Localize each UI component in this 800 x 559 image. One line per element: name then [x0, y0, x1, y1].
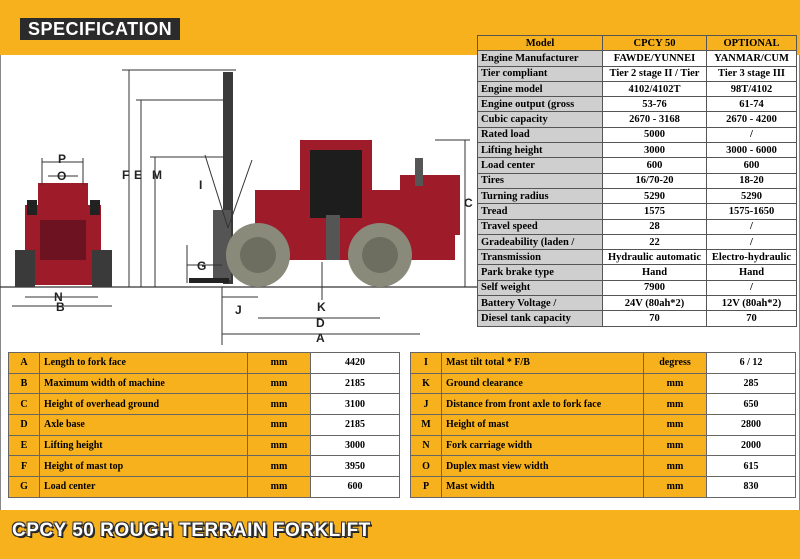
spec-cell: FAWDE/YUNNEI	[603, 51, 707, 66]
dimension-letter: B	[9, 373, 40, 394]
spec-cell: Gradeability (laden /	[478, 234, 603, 249]
spec-cell: Park brake type	[478, 265, 603, 280]
dimension-row	[9, 373, 400, 394]
dimension-value: 830	[707, 477, 796, 498]
spec-cell: CPCY 50	[603, 36, 707, 51]
spec-cell: Hand	[603, 265, 707, 280]
spec-cell: Tier compliant	[478, 66, 603, 81]
dimension-row	[9, 477, 400, 498]
spec-cell: Lifting height	[478, 143, 603, 158]
dimension-value: 600	[311, 477, 400, 498]
dim-label-j: J	[235, 303, 242, 317]
dim-label-b: B	[56, 300, 65, 314]
spec-cell: Engine Manufacturer	[478, 51, 603, 66]
spec-cell: /	[707, 234, 797, 249]
spec-cell: 5000	[603, 127, 707, 142]
dimension-name: Load center	[40, 477, 248, 498]
spec-cell: 18-20	[707, 173, 797, 188]
dimension-row	[411, 353, 796, 374]
spec-cell: Travel speed	[478, 219, 603, 234]
spec-cell: 24V (80ah*2)	[603, 296, 707, 311]
spec-cell: Engine model	[478, 81, 603, 96]
spec-row	[478, 311, 797, 326]
dimension-letter: D	[9, 415, 40, 436]
spec-row	[478, 188, 797, 203]
dim-label-d: D	[316, 316, 325, 330]
dimension-letter: M	[411, 415, 442, 436]
dimension-letter: G	[9, 477, 40, 498]
dimension-row	[9, 415, 400, 436]
dimension-row	[411, 435, 796, 456]
spec-cell: 22	[603, 234, 707, 249]
spec-cell: Load center	[478, 158, 603, 173]
dimension-value: 2000	[707, 435, 796, 456]
spec-cell: 3000 - 6000	[707, 143, 797, 158]
dimension-name: Height of mast top	[40, 456, 248, 477]
spec-cell: OPTIONAL	[707, 36, 797, 51]
dim-label-m: M	[152, 168, 162, 182]
front-view-forklift	[15, 183, 112, 287]
spec-row	[478, 81, 797, 96]
spec-cell: Tread	[478, 204, 603, 219]
dimension-unit: mm	[644, 456, 707, 477]
dimension-letter: F	[9, 456, 40, 477]
dimension-value: 285	[707, 373, 796, 394]
dimension-name: Fork carriage width	[442, 435, 644, 456]
dimension-value: 3950	[311, 456, 400, 477]
dimension-value: 3000	[311, 435, 400, 456]
dim-label-i: I	[199, 178, 203, 192]
dimension-letter: E	[9, 435, 40, 456]
spec-row	[478, 204, 797, 219]
spec-cell: 3000	[603, 143, 707, 158]
dimension-unit: mm	[644, 477, 707, 498]
spec-row	[478, 265, 797, 280]
dimension-unit: mm	[248, 477, 311, 498]
side-view-forklift	[189, 72, 460, 287]
dim-label-o: O	[57, 169, 67, 183]
dimension-letter: J	[411, 394, 442, 415]
dim-label-f: F	[122, 168, 130, 182]
dimension-name: Ground clearance	[442, 373, 644, 394]
dimension-unit: degress	[644, 353, 707, 374]
dimension-letter: P	[411, 477, 442, 498]
spec-cell: 600	[603, 158, 707, 173]
spec-cell: 53-76	[603, 97, 707, 112]
dimension-row	[9, 435, 400, 456]
spec-row	[478, 127, 797, 142]
section-label: SPECIFICATION	[20, 18, 180, 40]
dimension-unit: mm	[644, 415, 707, 436]
dimension-name: Length to fork face	[40, 353, 248, 374]
dim-label-p: P	[58, 152, 67, 166]
dimension-unit: mm	[644, 373, 707, 394]
dimension-name: Height of mast	[442, 415, 644, 436]
dimension-letter: C	[9, 394, 40, 415]
dimension-name: Axle base	[40, 415, 248, 436]
spec-cell: Turning radius	[478, 188, 603, 203]
spec-cell: YANMAR/CUM	[707, 51, 797, 66]
spec-cell: Rated load	[478, 127, 603, 142]
spec-cell: 70	[603, 311, 707, 326]
dimension-name: Mast width	[442, 477, 644, 498]
spec-row	[478, 173, 797, 188]
spec-row	[478, 112, 797, 127]
dimension-name: Height of overhead ground	[40, 394, 248, 415]
spec-header-row	[478, 36, 797, 51]
spec-row	[478, 51, 797, 66]
spec-table	[477, 35, 797, 327]
spec-row	[478, 250, 797, 265]
spec-cell: 5290	[603, 188, 707, 203]
spec-cell: 61-74	[707, 97, 797, 112]
dimension-unit: mm	[248, 435, 311, 456]
dimension-unit: mm	[644, 435, 707, 456]
spec-cell: 7900	[603, 280, 707, 295]
dimension-unit: mm	[248, 373, 311, 394]
spec-row	[478, 280, 797, 295]
spec-row	[478, 234, 797, 249]
spec-cell: Cubic capacity	[478, 112, 603, 127]
dimension-unit: mm	[644, 394, 707, 415]
spec-cell: Engine output (gross	[478, 97, 603, 112]
spec-cell: Hand	[707, 265, 797, 280]
dimension-name: Mast tilt total * F/B	[442, 353, 644, 374]
dimension-letter: A	[9, 353, 40, 374]
dimension-letter: O	[411, 456, 442, 477]
dimension-table-right	[410, 352, 796, 498]
dimension-name: Duplex mast view width	[442, 456, 644, 477]
spec-cell: 4102/4102T	[603, 81, 707, 96]
spec-row	[478, 219, 797, 234]
dimension-value: 650	[707, 394, 796, 415]
spec-row	[478, 158, 797, 173]
spec-cell: Electro-hydraulic	[707, 250, 797, 265]
dim-label-k: K	[317, 300, 326, 314]
dim-label-e: E	[134, 168, 143, 182]
spec-cell: /	[707, 280, 797, 295]
dimension-row	[411, 456, 796, 477]
dimension-name: Lifting height	[40, 435, 248, 456]
dimension-unit: mm	[248, 456, 311, 477]
dimension-letter: K	[411, 373, 442, 394]
dimension-letter: I	[411, 353, 442, 374]
dimension-row	[411, 415, 796, 436]
dim-label-a: A	[316, 331, 325, 345]
spec-cell: Tier 3 stage III	[707, 66, 797, 81]
spec-cell: Diesel tank capacity	[478, 311, 603, 326]
dim-label-n: N	[54, 290, 63, 304]
dimension-row	[411, 477, 796, 498]
dimension-row	[411, 373, 796, 394]
footer-title: CPCY 50 ROUGH TERRAIN FORKLIFT	[12, 520, 371, 541]
spec-cell: 1575	[603, 204, 707, 219]
spec-cell: Hydraulic automatic	[603, 250, 707, 265]
spec-cell: Model	[478, 36, 603, 51]
spec-cell: Transmission	[478, 250, 603, 265]
dim-label-c: C	[464, 196, 473, 210]
dimension-value: 615	[707, 456, 796, 477]
dimension-value: 2185	[311, 373, 400, 394]
spec-cell: 28	[603, 219, 707, 234]
spec-cell: /	[707, 127, 797, 142]
dimension-unit: mm	[248, 353, 311, 374]
spec-cell: Tires	[478, 173, 603, 188]
spec-row	[478, 143, 797, 158]
spec-cell: Battery Voltage /	[478, 296, 603, 311]
dimension-value: 4420	[311, 353, 400, 374]
dim-label-g: G	[197, 259, 207, 273]
spec-cell: 600	[707, 158, 797, 173]
dimension-value: 2185	[311, 415, 400, 436]
spec-row	[478, 97, 797, 112]
dimension-value: 2800	[707, 415, 796, 436]
dimension-row	[9, 394, 400, 415]
spec-cell: Tier 2 stage II / Tier	[603, 66, 707, 81]
dimension-name: Distance from front axle to fork face	[442, 394, 644, 415]
spec-cell: 16/70-20	[603, 173, 707, 188]
dimension-name: Maximum width of machine	[40, 373, 248, 394]
spec-cell: 2670 - 3168	[603, 112, 707, 127]
spec-cell: 12V (80ah*2)	[707, 296, 797, 311]
dimension-letter: N	[411, 435, 442, 456]
dimension-value: 6 / 12	[707, 353, 796, 374]
spec-cell: 1575-1650	[707, 204, 797, 219]
dimension-row	[411, 394, 796, 415]
spec-cell: /	[707, 219, 797, 234]
spec-row	[478, 66, 797, 81]
spec-cell: 70	[707, 311, 797, 326]
dimension-row	[9, 456, 400, 477]
dimension-value: 3100	[311, 394, 400, 415]
spec-row	[478, 296, 797, 311]
spec-cell: 98T/4102	[707, 81, 797, 96]
spec-cell: Self weight	[478, 280, 603, 295]
spec-cell: 2670 - 4200	[707, 112, 797, 127]
dimension-table-left	[8, 352, 400, 498]
dimension-row	[9, 353, 400, 374]
spec-cell: 5290	[707, 188, 797, 203]
dimension-unit: mm	[248, 394, 311, 415]
forklift-diagram	[0, 55, 477, 345]
dimension-unit: mm	[248, 415, 311, 436]
